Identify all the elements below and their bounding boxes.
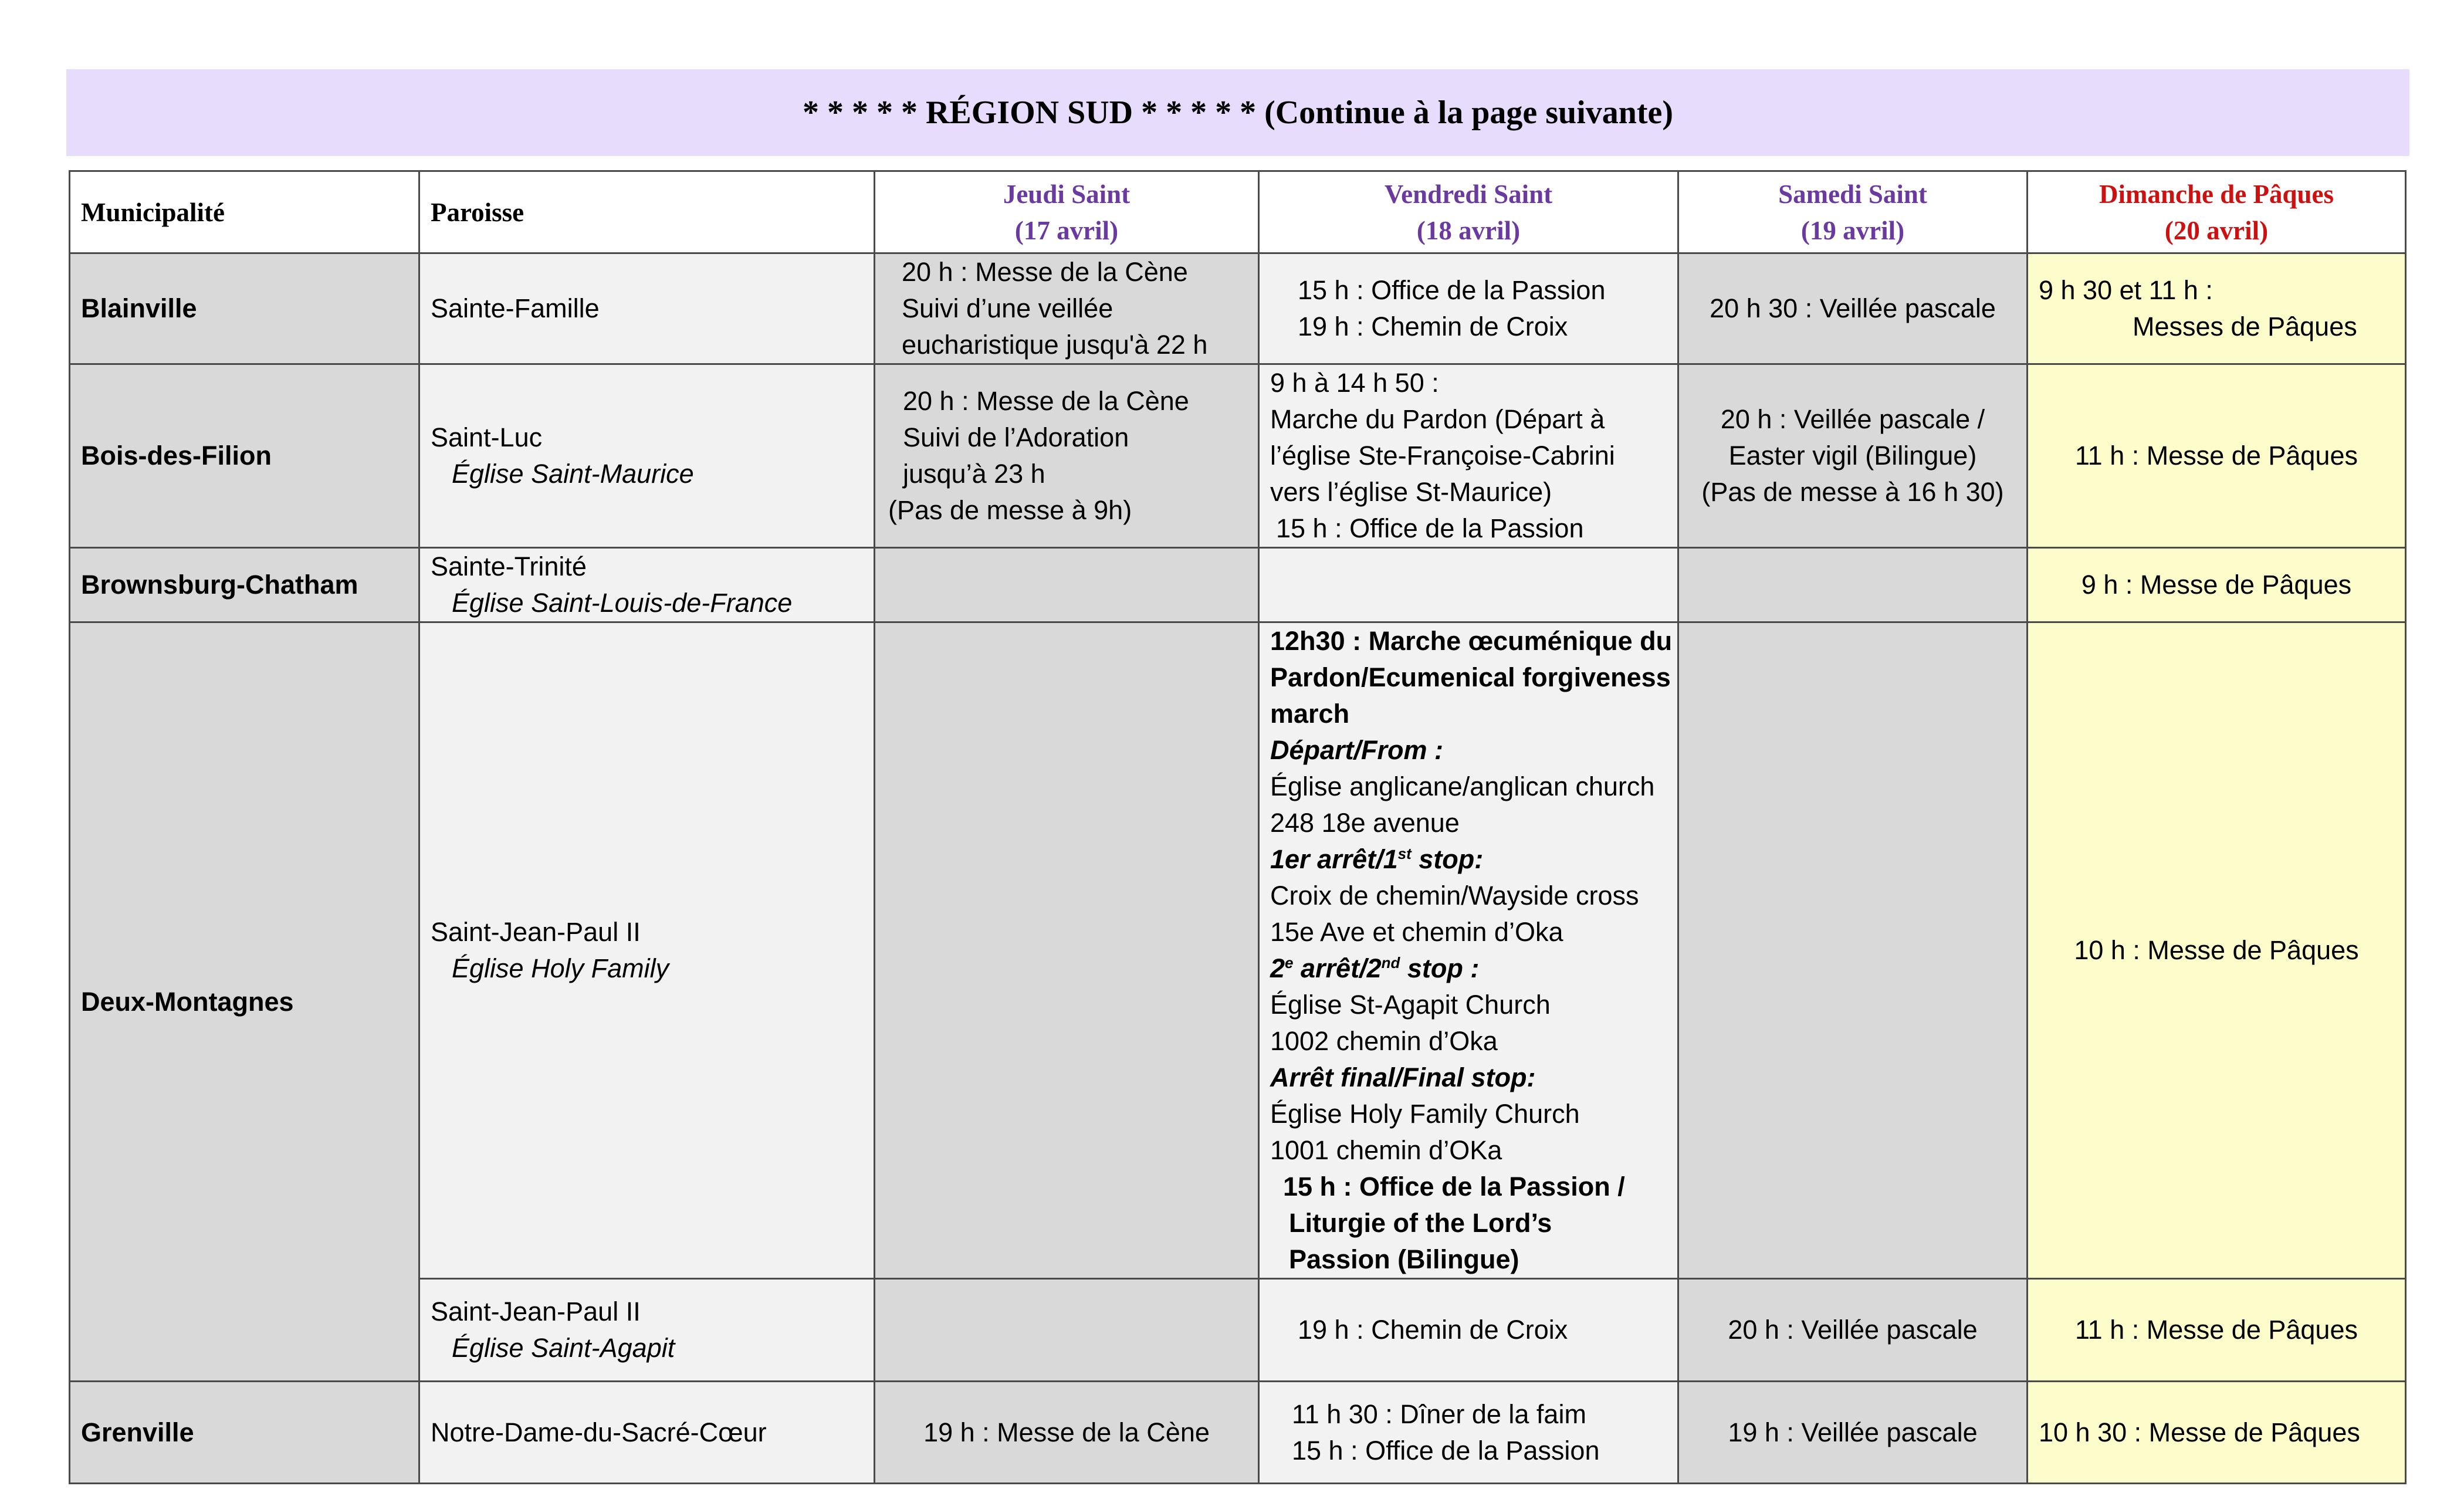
march-title-line: 12h30 : Marche œcuménique du <box>1270 626 1673 656</box>
eglise-name: Église Saint-Louis-de-France <box>452 588 793 618</box>
stop1-line: 15e Ave et chemin d’Oka <box>1270 917 1563 947</box>
vendredi-line: l’église Ste-Françoise-Cabrini <box>1270 441 1615 471</box>
jeudi-cell <box>875 548 1259 622</box>
eglise-name: Église Holy Family <box>452 953 669 983</box>
dimanche-cell <box>2028 364 2406 548</box>
samedi-line: (Pas de messe à 16 h 30) <box>1701 477 2004 507</box>
vendredi-line: 19 h : Chemin de Croix <box>1298 1315 1568 1345</box>
header-dimanche-date: (20 avril) <box>2164 215 2269 245</box>
table-row-blainville <box>70 253 2406 364</box>
vendredi-cell <box>1259 622 1678 1279</box>
paroisse-cell <box>419 1279 875 1382</box>
table-row-bois-des-filion <box>70 364 2406 548</box>
jeudi-line: jusqu’à 23 h <box>903 459 1045 489</box>
samedi-cell <box>1678 1382 2028 1484</box>
municipalite-cell: Brownsburg-Chatham <box>70 548 419 622</box>
jeudi-line: eucharistique jusqu'à 22 h <box>902 330 1208 360</box>
samedi-line: 20 h 30 : Veillée pascale <box>1710 293 1996 323</box>
header-jeudi-date: (17 avril) <box>1014 215 1119 245</box>
final-stop-line: Église Holy Family Church <box>1270 1099 1580 1129</box>
samedi-line: Easter vigil (Bilingue) <box>1728 441 1977 471</box>
jeudi-line: 20 h : Messe de la Cène <box>903 386 1189 416</box>
schedule-table <box>69 170 2407 1484</box>
jeudi-line: 20 h : Messe de la Cène <box>902 257 1188 287</box>
paroisse-name: Saint-Luc <box>431 422 543 452</box>
paroisse-name: Saint-Jean-Paul II <box>431 1297 641 1326</box>
header-jeudi-saint <box>875 171 1259 253</box>
depart-label: Départ/From : <box>1270 735 1444 765</box>
municipalite-cell: Bois-des-Filion <box>70 364 419 548</box>
header-jeudi-name: Jeudi Saint <box>1003 179 1131 209</box>
table-row-deux-montagnes-saint-agapit <box>70 1279 2406 1382</box>
paroisse-name: Sainte-Trinité <box>431 551 587 581</box>
vendredi-cell <box>1259 1279 1678 1382</box>
office-line: 15 h : Office de la Passion / <box>1283 1172 1625 1201</box>
jeudi-cell <box>875 253 1259 364</box>
stop2-label: 2e arrêt/2nd stop : <box>1270 953 1480 983</box>
stop1-label: 1er arrêt/1st stop: <box>1270 844 1484 874</box>
depart-line: 248 18e avenue <box>1270 808 1460 838</box>
paroisse-cell <box>419 364 875 548</box>
stop1-line: Croix de chemin/Wayside cross <box>1270 881 1639 911</box>
header-samedi-date: (19 avril) <box>1800 215 1905 245</box>
stop2-line: Église St-Agapit Church <box>1270 990 1551 1020</box>
dimanche-line: Messes de Pâques <box>2133 312 2357 341</box>
municipalite-cell: Deux-Montagnes <box>70 622 419 1382</box>
paroisse-cell <box>419 253 875 364</box>
final-stop-line: 1001 chemin d’OKa <box>1270 1135 1502 1165</box>
dimanche-line: 10 h : Messe de Pâques <box>2074 935 2359 965</box>
jeudi-line: 19 h : Messe de la Cène <box>923 1417 1210 1447</box>
vendredi-line: 19 h : Chemin de Croix <box>1298 312 1568 341</box>
jeudi-line: Suivi d’une veillée <box>902 293 1113 323</box>
dimanche-line: 9 h : Messe de Pâques <box>2081 570 2352 600</box>
vendredi-line: 15 h : Office de la Passion <box>1276 513 1584 543</box>
header-vendredi-name: Vendredi Saint <box>1384 179 1553 209</box>
dimanche-cell <box>2028 1382 2406 1484</box>
march-title-line: march <box>1270 699 1350 729</box>
header-municipalite: Municipalité <box>70 171 419 253</box>
vendredi-line: 9 h à 14 h 50 : <box>1270 368 1439 398</box>
vendredi-line: Marche du Pardon (Départ à <box>1270 404 1605 434</box>
march-title-line: Pardon/Ecumenical forgiveness <box>1270 662 1671 692</box>
samedi-line: 20 h : Veillée pascale / <box>1720 404 1985 434</box>
dimanche-line: 10 h 30 : Messe de Pâques <box>2039 1417 2360 1447</box>
eglise-name: Église Saint-Maurice <box>452 459 694 489</box>
vendredi-line: 15 h : Office de la Passion <box>1292 1435 1600 1465</box>
table-row-grenville <box>70 1382 2406 1484</box>
dimanche-line: 11 h : Messe de Pâques <box>2075 1315 2358 1345</box>
office-line: Liturgie of the Lord’s <box>1289 1208 1552 1238</box>
jeudi-line: (Pas de messe à 9h) <box>888 495 1132 525</box>
paroisse-name: Saint-Jean-Paul II <box>431 917 641 947</box>
vendredi-cell <box>1259 364 1678 548</box>
eglise-name: Église Saint-Agapit <box>452 1333 675 1363</box>
samedi-cell <box>1678 1279 2028 1382</box>
paroisse-name: Sainte-Famille <box>431 293 600 323</box>
samedi-line: 19 h : Veillée pascale <box>1728 1417 1978 1447</box>
office-line: Passion (Bilingue) <box>1289 1244 1519 1274</box>
vendredi-line: vers l’église St-Maurice) <box>1270 477 1552 507</box>
header-dimanche-name: Dimanche de Pâques <box>2099 179 2334 209</box>
vendredi-cell <box>1259 548 1678 622</box>
samedi-cell <box>1678 253 2028 364</box>
region-banner: * * * * * RÉGION SUD * * * * * (Continue à la page suivante) <box>66 69 2409 156</box>
paroisse-cell <box>419 622 875 1279</box>
dimanche-line: 9 h 30 et 11 h : <box>2039 275 2213 305</box>
dimanche-cell <box>2028 1279 2406 1382</box>
samedi-line: 20 h : Veillée pascale <box>1728 1315 1978 1345</box>
paroisse-name: Notre-Dame-du-Sacré-Cœur <box>431 1417 767 1447</box>
dimanche-cell <box>2028 548 2406 622</box>
vendredi-cell <box>1259 253 1678 364</box>
dimanche-line: 11 h : Messe de Pâques <box>2075 441 2358 471</box>
jeudi-cell <box>875 1279 1259 1382</box>
municipalite-cell: Grenville <box>70 1382 419 1484</box>
header-vendredi-date: (18 avril) <box>1416 215 1521 245</box>
stop2-line: 1002 chemin d’Oka <box>1270 1026 1498 1056</box>
municipalite-cell: Blainville <box>70 253 419 364</box>
table-row-deux-montagnes-holy-family <box>70 622 2406 1279</box>
table-row-brownsburg-chatham <box>70 548 2406 622</box>
depart-line: Église anglicane/anglican church <box>1270 771 1655 801</box>
dimanche-cell <box>2028 253 2406 364</box>
jeudi-line: Suivi de l’Adoration <box>903 422 1129 452</box>
header-dimanche-paques <box>2028 171 2406 253</box>
jeudi-cell <box>875 622 1259 1279</box>
dimanche-cell <box>2028 622 2406 1279</box>
paroisse-cell <box>419 1382 875 1484</box>
header-vendredi-saint <box>1259 171 1678 253</box>
vendredi-cell <box>1259 1382 1678 1484</box>
vendredi-line: 11 h 30 : Dîner de la faim <box>1292 1399 1586 1429</box>
samedi-cell <box>1678 548 2028 622</box>
vendredi-line: 15 h : Office de la Passion <box>1298 275 1606 305</box>
jeudi-cell <box>875 364 1259 548</box>
header-row <box>70 171 2406 253</box>
samedi-cell <box>1678 622 2028 1279</box>
final-stop-label: Arrêt final/Final stop: <box>1270 1062 1536 1092</box>
jeudi-cell <box>875 1382 1259 1484</box>
header-samedi-saint <box>1678 171 2028 253</box>
header-samedi-name: Samedi Saint <box>1778 179 1927 209</box>
paroisse-cell <box>419 548 875 622</box>
samedi-cell <box>1678 364 2028 548</box>
header-paroisse: Paroisse <box>419 171 875 253</box>
